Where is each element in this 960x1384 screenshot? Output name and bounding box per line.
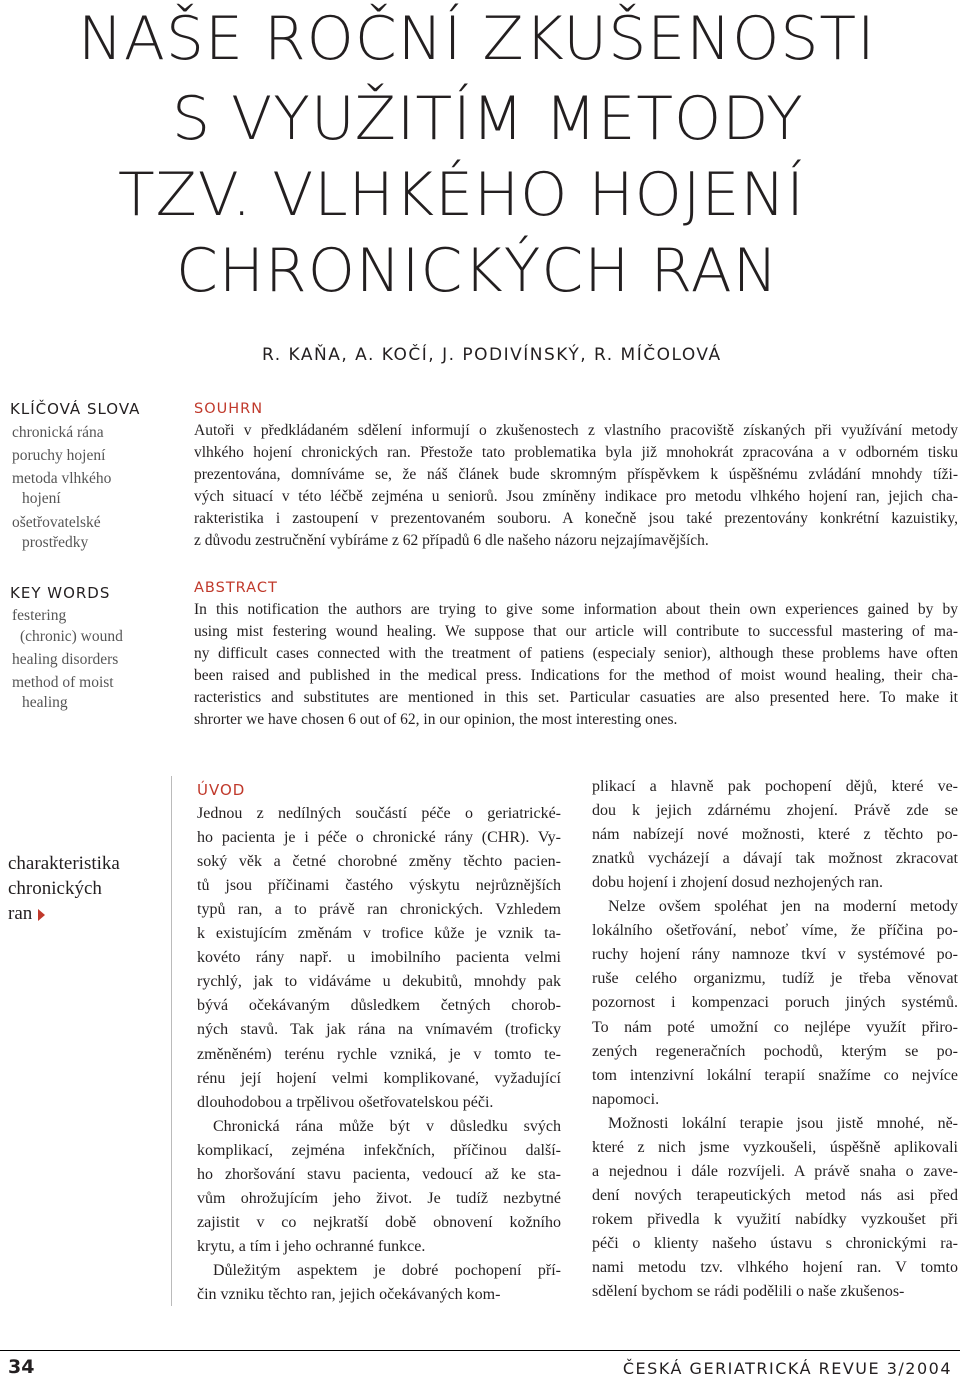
body-line: dobu hojení i zhojení dosud nezhojených ran.	[592, 874, 884, 892]
body-line: typů ran, a to právě ran chronických. Vzhledem	[197, 901, 561, 919]
side-note	[8, 851, 148, 926]
abstract-line: ny difficult cases connected with the treatment of patiens (especialy senior), although these problems have often	[194, 645, 958, 662]
keyword-item: (chronic) wound	[20, 628, 123, 645]
side-note-line: charakteristika	[8, 853, 120, 874]
souhrn-line: z důvodu zestručnění vybíráme z 62 případů 6 dle našeho názoru nejzajímavějších.	[194, 532, 709, 549]
body-line: lokálního ošetřování, neboť víme, že příčina po-	[592, 922, 958, 940]
journal-name: ČESKÁ GERIATRICKÁ REVUE 3/2004	[622, 1359, 952, 1378]
souhrn-line: rakteristika i zastoupení v prezentovaném souboru. A konečně jsou také prezentovány konkrétní kazuistiky,	[194, 510, 958, 527]
souhrn-line: Autoři v předkládaném sdělení informují o zkušenostech z vlastního pracoviště získaných při využívání metody	[194, 422, 958, 439]
keyword-item: poruchy hojení	[12, 447, 106, 464]
body-line: čin vzniku těchto ran, jejich očekávaných kom-	[197, 1286, 501, 1303]
body-line: zených regeneračních pochodů, kterým se po-	[592, 1042, 958, 1060]
body-line: rychlý, jak to vidáváme u dekubitů, mnohdy pak	[197, 973, 561, 991]
body-line: dlouhodobou a trpělivou ošetřovatelskou péči.	[197, 1093, 494, 1111]
body-line: napomoci.	[592, 1090, 660, 1108]
body-line: ruchy hojení rány namnoze tkví v systémové po-	[592, 946, 958, 964]
body-line: ruše celého organizmu, tudíž je třeba věnovat	[592, 970, 958, 988]
body-line: kovéto rány např. u imobilního pacienta velmi	[197, 949, 561, 967]
body-line: změněném) terénu rychle vzniká, je v tomto te-	[197, 1045, 561, 1063]
souhrn-line: prezentována, domníváme se, že náš článek bude skromným příspěvkem k úspěšnému zvládání mnohdy tíži-	[194, 466, 958, 483]
abstract-line: shrorter we have chosen 6 out of 62, in our opinion, the most interesting ones.	[194, 711, 678, 728]
body-line: vům ohrožujícím jeho život. Je tudíž nezbytné	[197, 1189, 561, 1207]
body-line: zajistit v co nejkratší době obnovení kožního	[197, 1213, 561, 1231]
keyword-item: chronická rána	[12, 424, 104, 441]
keyword-item: method of moist	[12, 674, 114, 691]
column-divider	[171, 776, 172, 1306]
body-line: k existujícím změnám v trofice kůže je vznik ta-	[197, 925, 561, 943]
body-line: tom intenzivní lokální terapií snažíme co nejvíce	[592, 1066, 958, 1084]
keyword-item: hojení	[22, 490, 61, 507]
body-line: Nelze ovšem spoléhat jen na moderní metody	[608, 898, 958, 916]
title-line: CHRONICKÝCH RAN	[176, 236, 779, 306]
keyword-item: healing	[22, 694, 68, 711]
side-note-last	[8, 901, 148, 926]
body-line: ho pacienta je i péče o chronické rány (CHR). Vy-	[197, 829, 561, 847]
triangle-arrow-icon	[38, 909, 45, 921]
souhrn-line: vých situací v této léčbě zejména u seniorů. Jsou zmíněny indikace pro metodu vlhkého hojení ran, jejich cha-	[194, 488, 958, 505]
body-line: znatků vycházejí a dávají tak možnost zkracovat	[592, 850, 958, 868]
title-line: NAŠE ROČNÍ ZKUŠENOSTI	[78, 4, 876, 74]
abstract-line: using mist festering wound healing. We suppose that our article will contribute to successful mastering of ma-	[194, 623, 958, 640]
body-line: rénu její hojení velmi komplikované, vyžadující	[197, 1069, 561, 1087]
body-line: krytu, a tím i jeho ochranné funkce.	[197, 1237, 426, 1255]
body-line: bývá očekávaným důsledkem četných chorob-	[197, 997, 561, 1015]
body-line: dou k jejich zdárnému zhojení. Právě zde se	[592, 802, 958, 820]
body-line: které z nich jsme vyzkoušeli, úspěšně aplikovali	[592, 1138, 958, 1156]
keywords-cz-heading: KLÍČOVÁ SLOVA	[10, 400, 141, 418]
abstract-line: racteristics and substitutes are mentioned in this set. Particular casuaties are also presented here. To make it	[194, 689, 958, 706]
side-note-line: ran	[8, 903, 33, 924]
side-note-line: chronických	[8, 878, 102, 899]
uvod-heading: ÚVOD	[197, 781, 246, 799]
body-line: plikací a hlavně pak pochopení dějů, které ve-	[592, 778, 958, 795]
body-line: To nám poté umožní co nejlépe využít přiro-	[592, 1018, 958, 1036]
body-line: soký věk a četné chorobné změny těchto pacien-	[197, 853, 561, 871]
body-line: Jednou z nedílných součástí péče o geriatrické-	[197, 805, 561, 822]
body-line: rokem přivedla k využití nabídky vyzkoušet při	[592, 1210, 958, 1228]
souhrn-line: vlhkého hojení chronických ran. Přestože tato problematika byla již mnohokrát zpracována a v odborném tisku	[194, 444, 958, 461]
abstract-heading: ABSTRACT	[194, 580, 278, 596]
footer-rule	[0, 1350, 960, 1351]
keyword-item: ošetřovatelské	[12, 514, 101, 531]
keyword-item: healing disorders	[12, 651, 119, 668]
abstract-line: been raised and published in the medical press. Indications for the method of moist wound healing, their cha-	[194, 667, 958, 684]
body-line: péči o klienty našeho ústavu s chronickými ra-	[592, 1234, 958, 1252]
body-line: nami metodu tzv. vlhkého hojení ran. V tomto	[592, 1259, 958, 1276]
body-line: Chronická rána může být v důsledku svých	[213, 1117, 561, 1135]
body-line: pozornost i kompenzaci poruch jiných systémů.	[592, 994, 958, 1012]
body-line: ho zhoršování stavu pacienta, vedoucí až ke sta-	[197, 1165, 561, 1183]
souhrn-heading: SOUHRN	[194, 401, 264, 417]
title-line: TZV. VLHKÉHO HOJENÍ	[118, 160, 805, 230]
body-line: ných stavů. Tak jak rána na vnímavém (troficky	[197, 1021, 561, 1039]
keyword-item: metoda vlhkého	[12, 470, 112, 487]
page-number: 34	[8, 1356, 35, 1378]
title-line: S VYUŽITÍM METODY	[172, 84, 804, 154]
keyword-item: festering	[12, 607, 67, 624]
body-line: a nejednou i dále rozvíjeli. A právě snaha o zave-	[592, 1162, 958, 1180]
body-line: Možnosti lokální terapie jsou jistě mnohé, ně-	[608, 1114, 958, 1132]
keywords-en-heading: KEY WORDS	[10, 584, 111, 602]
body-line: dení nových terapeutických metod nás asi před	[592, 1186, 958, 1204]
body-line: komplikací, zejména infekčních, příčinou další-	[197, 1141, 561, 1159]
authors: R. KAŇA, A. KOČÍ, J. PODIVÍNSKÝ, R. MÍČOLOVÁ	[262, 345, 722, 365]
body-line: nám nabízejí nové možnosti, které z těchto po-	[592, 826, 958, 844]
body-line: tů jsou příčinami častého výskytu nejrůznějších	[197, 877, 561, 895]
abstract-line: In this notification the authors are trying to give some information about thein own experiences gained by by	[194, 601, 958, 618]
keyword-item: prostředky	[22, 534, 89, 551]
body-line: sdělení bychom se rádi podělili o naše zkušenos-	[592, 1283, 905, 1301]
body-line: Důležitým aspektem je dobré pochopení pří-	[213, 1261, 561, 1279]
